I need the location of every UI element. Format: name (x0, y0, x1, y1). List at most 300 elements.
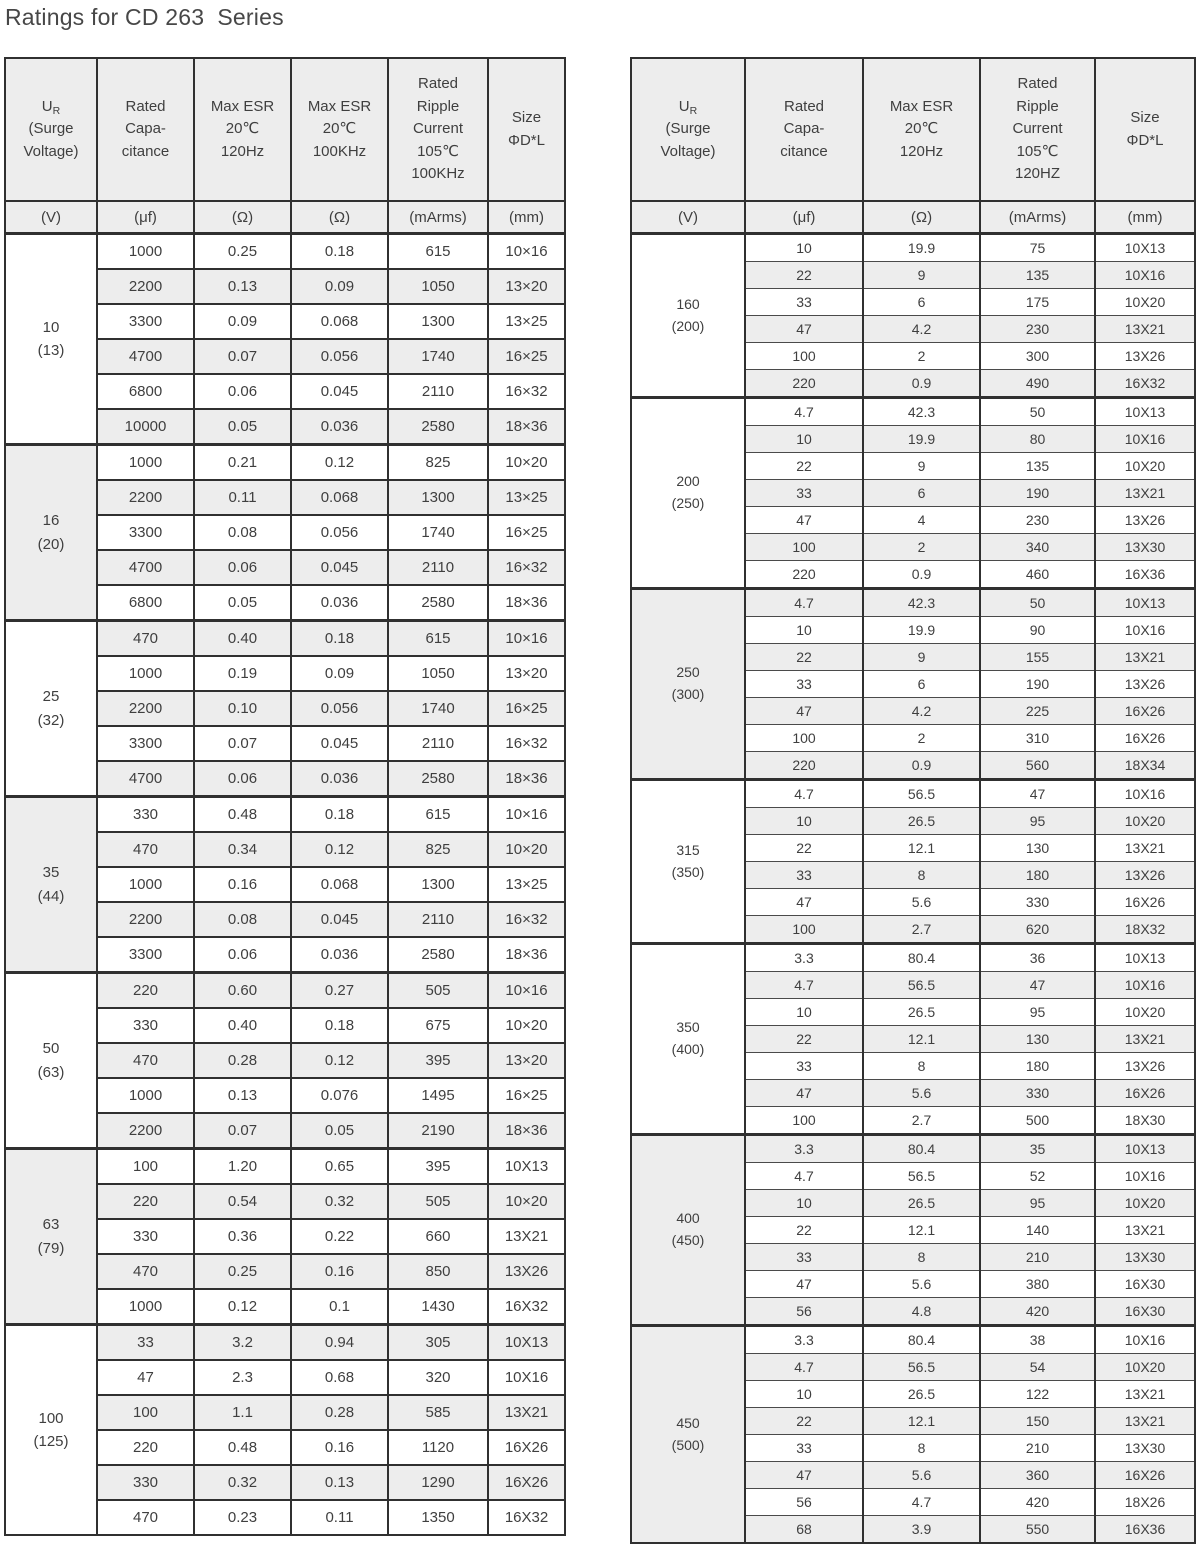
cell-capacitance: 2200 (97, 1113, 194, 1149)
cell-ripple-current: 175 (980, 289, 1095, 316)
cell-esr-120hz: 0.07 (194, 1113, 291, 1149)
cell-ripple-current: 2580 (388, 937, 488, 973)
cell-capacitance: 4.7 (745, 398, 863, 426)
cell-size: 13×20 (488, 269, 565, 304)
cell-size: 13X30 (1095, 1435, 1195, 1462)
cell-esr-100khz: 0.32 (291, 1184, 388, 1219)
voltage-group-cell (631, 234, 745, 398)
cell-capacitance: 100 (745, 343, 863, 370)
cell-size: 16X32 (1095, 370, 1195, 398)
cell-ripple-current: 130 (980, 835, 1095, 862)
column-header-size (488, 58, 565, 201)
header-line: Capa- (125, 120, 166, 138)
cell-esr-120hz: 4.8 (863, 1298, 980, 1326)
column-header-esr-120hz (194, 58, 291, 201)
header-line: 120Hz (899, 142, 944, 160)
voltage-value: 400 (676, 1210, 700, 1227)
cell-esr-120hz: 0.13 (194, 1078, 291, 1113)
cell-esr-120hz: 0.34 (194, 832, 291, 867)
cell-ripple-current: 135 (980, 453, 1095, 480)
table-row (5, 621, 565, 657)
header-line: Current (1012, 120, 1063, 138)
ratings-table-left (4, 57, 566, 1536)
cell-size: 10×20 (488, 1184, 565, 1219)
voltage-symbol-subscript: R (689, 104, 698, 117)
cell-ripple-current: 36 (980, 944, 1095, 972)
unit-esr-120hz: (Ω) (863, 201, 980, 234)
cell-size: 10X20 (1095, 808, 1195, 835)
cell-size: 10X13 (1095, 589, 1195, 617)
cell-capacitance: 470 (97, 832, 194, 867)
cell-esr-120hz: 0.05 (194, 409, 291, 445)
cell-capacitance: 47 (745, 1271, 863, 1298)
cell-ripple-current: 825 (388, 445, 488, 481)
cell-capacitance: 10 (745, 808, 863, 835)
cell-size: 16×25 (488, 691, 565, 726)
cell-capacitance: 470 (97, 1254, 194, 1289)
voltage-symbol: U (41, 97, 53, 115)
cell-capacitance: 4.7 (745, 1354, 863, 1381)
cell-size: 13×25 (488, 304, 565, 339)
unit-esr-100khz: (Ω) (291, 201, 388, 234)
cell-ripple-current: 615 (388, 797, 488, 833)
cell-size: 16×32 (488, 374, 565, 409)
cell-esr-100khz: 0.22 (291, 1219, 388, 1254)
cell-esr-120hz: 4.2 (863, 316, 980, 343)
table-row (631, 234, 1195, 262)
cell-ripple-current: 505 (388, 1184, 488, 1219)
cell-esr-120hz: 56.5 (863, 1354, 980, 1381)
cell-size: 16X26 (488, 1430, 565, 1465)
cell-esr-120hz: 0.21 (194, 445, 291, 481)
cell-esr-100khz: 0.12 (291, 1043, 388, 1078)
table-row (631, 780, 1195, 808)
cell-ripple-current: 380 (980, 1271, 1095, 1298)
header-line: Ripple (1016, 97, 1059, 115)
cell-size: 10X16 (488, 1360, 565, 1395)
unit-esr-120hz: (Ω) (194, 201, 291, 234)
cell-ripple-current: 505 (388, 973, 488, 1009)
cell-size: 10×16 (488, 797, 565, 833)
cell-ripple-current: 140 (980, 1217, 1095, 1244)
cell-esr-120hz: 0.11 (194, 480, 291, 515)
cell-size: 13X21 (1095, 1217, 1195, 1244)
cell-size: 13X26 (1095, 671, 1195, 698)
cell-size: 10X16 (1095, 262, 1195, 289)
cell-esr-100khz: 0.045 (291, 374, 388, 409)
surge-value: (63) (37, 1063, 65, 1081)
cell-ripple-current: 615 (388, 234, 488, 270)
cell-capacitance: 33 (745, 1244, 863, 1271)
cell-esr-120hz: 0.07 (194, 726, 291, 761)
cell-esr-120hz: 9 (863, 644, 980, 671)
cell-esr-120hz: 0.07 (194, 339, 291, 374)
cell-capacitance: 33 (745, 862, 863, 889)
cell-ripple-current: 320 (388, 1360, 488, 1395)
cell-size: 18×36 (488, 1113, 565, 1149)
unit-capacitance: (μf) (745, 201, 863, 234)
header-line: ΦD*L (508, 131, 545, 149)
cell-esr-120hz: 0.25 (194, 1254, 291, 1289)
cell-size: 16X26 (1095, 889, 1195, 916)
column-header-esr-120hz (863, 58, 980, 201)
voltage-value: 160 (676, 295, 700, 312)
cell-size: 16×25 (488, 1078, 565, 1113)
header-row (5, 58, 565, 201)
voltage-group-cell (5, 1149, 97, 1325)
cell-ripple-current: 95 (980, 999, 1095, 1026)
cell-size: 13×25 (488, 480, 565, 515)
voltage-group-cell (631, 589, 745, 780)
cell-size: 16X26 (1095, 1462, 1195, 1489)
cell-esr-120hz: 9 (863, 453, 980, 480)
cell-ripple-current: 95 (980, 808, 1095, 835)
cell-esr-120hz: 2 (863, 343, 980, 370)
cell-capacitance: 22 (745, 644, 863, 671)
header-line: Rated (1017, 75, 1058, 93)
cell-esr-120hz: 6 (863, 289, 980, 316)
cell-capacitance: 1000 (97, 1078, 194, 1113)
cell-size: 10×16 (488, 621, 565, 657)
cell-esr-100khz: 0.18 (291, 621, 388, 657)
voltage-value: 450 (676, 1414, 700, 1431)
cell-ripple-current: 2110 (388, 726, 488, 761)
cell-capacitance: 47 (745, 889, 863, 916)
cell-capacitance: 3300 (97, 304, 194, 339)
cell-capacitance: 330 (97, 1465, 194, 1500)
voltage-group-cell (5, 1325, 97, 1536)
cell-size: 10X13 (1095, 944, 1195, 972)
cell-size: 16×32 (488, 902, 565, 937)
cell-esr-100khz: 0.12 (291, 445, 388, 481)
cell-ripple-current: 2110 (388, 550, 488, 585)
surge-value: (300) (671, 686, 705, 702)
cell-ripple-current: 1300 (388, 304, 488, 339)
cell-ripple-current: 2190 (388, 1113, 488, 1149)
header-line: Size (1130, 109, 1160, 126)
cell-esr-100khz: 0.18 (291, 797, 388, 833)
cell-esr-120hz: 0.40 (194, 1008, 291, 1043)
cell-esr-120hz: 1.20 (194, 1149, 291, 1185)
cell-ripple-current: 50 (980, 589, 1095, 617)
cell-esr-120hz: 0.32 (194, 1465, 291, 1500)
header-line: Max ESR (889, 97, 954, 115)
cell-capacitance: 2200 (97, 902, 194, 937)
cell-size: 18X26 (1095, 1489, 1195, 1516)
cell-ripple-current: 180 (980, 1053, 1095, 1080)
cell-ripple-current: 47 (980, 780, 1095, 808)
cell-capacitance: 10 (745, 999, 863, 1026)
table-row (5, 973, 565, 1009)
surge-value: (200) (671, 317, 705, 334)
cell-size: 16X36 (1095, 561, 1195, 589)
cell-size: 18X32 (1095, 916, 1195, 944)
cell-esr-120hz: 1.1 (194, 1395, 291, 1430)
cell-esr-120hz: 26.5 (863, 1190, 980, 1217)
cell-capacitance: 22 (745, 262, 863, 289)
units-row (5, 201, 565, 234)
table-row (5, 1149, 565, 1185)
cell-capacitance: 68 (745, 1516, 863, 1544)
cell-capacitance: 1000 (97, 867, 194, 902)
cell-size: 13X26 (488, 1254, 565, 1289)
table-row (631, 1326, 1195, 1354)
cell-ripple-current: 80 (980, 426, 1095, 453)
cell-esr-120hz: 8 (863, 1244, 980, 1271)
cell-esr-120hz: 0.48 (194, 1430, 291, 1465)
cell-esr-100khz: 0.1 (291, 1289, 388, 1325)
cell-ripple-current: 620 (980, 916, 1095, 944)
cell-capacitance: 1000 (97, 1289, 194, 1325)
ratings-table-right (630, 57, 1196, 1544)
header-line: 105℃ (417, 142, 459, 160)
cell-capacitance: 10 (745, 1381, 863, 1408)
voltage-group-cell (631, 398, 745, 589)
cell-esr-120hz: 2 (863, 725, 980, 752)
cell-capacitance: 47 (745, 507, 863, 534)
cell-size: 10X13 (1095, 398, 1195, 426)
cell-capacitance: 1000 (97, 234, 194, 270)
cell-esr-100khz: 0.036 (291, 409, 388, 445)
voltage-group-cell (631, 1135, 745, 1326)
header-line: Max ESR (307, 97, 372, 115)
cell-esr-120hz: 0.23 (194, 1500, 291, 1535)
unit-ripple-current: (mArms) (388, 201, 488, 234)
cell-ripple-current: 1430 (388, 1289, 488, 1325)
cell-capacitance: 22 (745, 1408, 863, 1435)
cell-ripple-current: 2580 (388, 585, 488, 621)
cell-ripple-current: 420 (980, 1489, 1095, 1516)
cell-size: 16X32 (488, 1500, 565, 1535)
cell-esr-100khz: 0.036 (291, 585, 388, 621)
cell-size: 10X16 (1095, 1163, 1195, 1190)
surge-value: (125) (33, 1433, 69, 1450)
voltage-value: 10 (42, 318, 60, 336)
unit-voltage: (V) (631, 201, 745, 234)
cell-ripple-current: 305 (388, 1325, 488, 1361)
cell-capacitance: 470 (97, 1043, 194, 1078)
cell-ripple-current: 1050 (388, 269, 488, 304)
surge-value: (350) (671, 863, 705, 880)
cell-capacitance: 3300 (97, 726, 194, 761)
cell-capacitance: 2200 (97, 480, 194, 515)
cell-size: 16X30 (1095, 1271, 1195, 1298)
cell-esr-100khz: 0.036 (291, 937, 388, 973)
header-line: Size (511, 109, 542, 126)
header-line: (Surge (665, 120, 711, 138)
cell-capacitance: 47 (745, 1462, 863, 1489)
page-title: Ratings for CD 263 Series (5, 4, 284, 30)
cell-size: 16X30 (1095, 1298, 1195, 1326)
cell-esr-100khz: 0.045 (291, 902, 388, 937)
voltage-symbol-subscript: R (52, 104, 61, 117)
unit-ripple-current: (mArms) (980, 201, 1095, 234)
cell-esr-100khz: 0.068 (291, 480, 388, 515)
unit-voltage: (V) (5, 201, 97, 234)
cell-capacitance: 10 (745, 426, 863, 453)
voltage-value: 16 (42, 512, 60, 530)
cell-esr-120hz: 2.7 (863, 1107, 980, 1135)
cell-size: 18X30 (1095, 1107, 1195, 1135)
cell-capacitance: 220 (745, 561, 863, 589)
surge-value: (400) (671, 1041, 705, 1057)
cell-size: 18×36 (488, 409, 565, 445)
cell-ripple-current: 95 (980, 1190, 1095, 1217)
table-row (5, 234, 565, 270)
cell-size: 13×20 (488, 656, 565, 691)
cell-esr-100khz: 0.068 (291, 304, 388, 339)
cell-ripple-current: 560 (980, 752, 1095, 780)
header-line: Voltage) (660, 142, 716, 160)
cell-ripple-current: 675 (388, 1008, 488, 1043)
cell-size: 10X16 (1095, 617, 1195, 644)
voltage-group-cell (5, 797, 97, 973)
header-line: 100KHz (312, 142, 367, 160)
cell-capacitance: 22 (745, 1026, 863, 1053)
cell-capacitance: 100 (745, 1107, 863, 1135)
cell-esr-100khz: 0.11 (291, 1500, 388, 1535)
cell-ripple-current: 225 (980, 698, 1095, 725)
cell-capacitance: 33 (745, 289, 863, 316)
surge-value: (44) (37, 887, 65, 905)
column-header-voltage (631, 58, 745, 201)
cell-ripple-current: 1350 (388, 1500, 488, 1535)
cell-esr-100khz: 0.045 (291, 726, 388, 761)
cell-esr-120hz: 0.06 (194, 374, 291, 409)
cell-capacitance: 4.7 (745, 780, 863, 808)
cell-esr-120hz: 0.28 (194, 1043, 291, 1078)
cell-capacitance: 10 (745, 1190, 863, 1217)
header-line: 20℃ (225, 120, 260, 138)
cell-capacitance: 220 (97, 1430, 194, 1465)
cell-size: 10X16 (1095, 1326, 1195, 1354)
cell-ripple-current: 395 (388, 1149, 488, 1185)
cell-size: 10X13 (488, 1325, 565, 1361)
column-header-esr-100khz (291, 58, 388, 201)
cell-ripple-current: 300 (980, 343, 1095, 370)
cell-esr-100khz: 0.18 (291, 234, 388, 270)
cell-esr-120hz: 5.6 (863, 1462, 980, 1489)
cell-size: 13X21 (1095, 1026, 1195, 1053)
cell-ripple-current: 1300 (388, 867, 488, 902)
cell-capacitance: 220 (97, 1184, 194, 1219)
cell-ripple-current: 330 (980, 1080, 1095, 1107)
cell-size: 16×25 (488, 515, 565, 550)
cell-capacitance: 22 (745, 453, 863, 480)
cell-capacitance: 56 (745, 1298, 863, 1326)
cell-esr-120hz: 2 (863, 534, 980, 561)
cell-size: 10×20 (488, 832, 565, 867)
cell-esr-120hz: 0.05 (194, 585, 291, 621)
cell-size: 13X21 (1095, 1381, 1195, 1408)
cell-capacitance: 1000 (97, 656, 194, 691)
cell-capacitance: 100 (745, 534, 863, 561)
cell-esr-100khz: 0.94 (291, 1325, 388, 1361)
cell-esr-120hz: 42.3 (863, 589, 980, 617)
cell-esr-120hz: 9 (863, 262, 980, 289)
cell-ripple-current: 38 (980, 1326, 1095, 1354)
cell-ripple-current: 825 (388, 832, 488, 867)
cell-capacitance: 1000 (97, 445, 194, 481)
cell-ripple-current: 1740 (388, 515, 488, 550)
cell-ripple-current: 500 (980, 1107, 1095, 1135)
cell-esr-120hz: 56.5 (863, 1163, 980, 1190)
cell-capacitance: 3300 (97, 937, 194, 973)
cell-esr-120hz: 0.10 (194, 691, 291, 726)
voltage-group-cell (5, 973, 97, 1149)
cell-capacitance: 47 (745, 316, 863, 343)
cell-ripple-current: 585 (388, 1395, 488, 1430)
cell-esr-120hz: 5.6 (863, 1271, 980, 1298)
units-row (631, 201, 1195, 234)
cell-esr-120hz: 2.3 (194, 1360, 291, 1395)
cell-capacitance: 33 (745, 671, 863, 698)
table-row (631, 1135, 1195, 1163)
cell-ripple-current: 850 (388, 1254, 488, 1289)
cell-esr-100khz: 0.09 (291, 656, 388, 691)
cell-esr-120hz: 0.40 (194, 621, 291, 657)
cell-size: 10X16 (1095, 780, 1195, 808)
cell-capacitance: 22 (745, 835, 863, 862)
cell-size: 18X34 (1095, 752, 1195, 780)
cell-size: 10×20 (488, 1008, 565, 1043)
column-header-capacitance (745, 58, 863, 201)
table-row (5, 445, 565, 481)
cell-esr-120hz: 0.9 (863, 752, 980, 780)
cell-esr-100khz: 0.056 (291, 515, 388, 550)
cell-capacitance: 6800 (97, 374, 194, 409)
cell-size: 18×36 (488, 585, 565, 621)
cell-capacitance: 10 (745, 617, 863, 644)
cell-size: 16X26 (488, 1465, 565, 1500)
cell-capacitance: 6800 (97, 585, 194, 621)
cell-esr-100khz: 0.18 (291, 1008, 388, 1043)
voltage-value: 315 (676, 841, 700, 858)
cell-esr-120hz: 19.9 (863, 426, 980, 453)
cell-esr-100khz: 0.045 (291, 550, 388, 585)
cell-esr-120hz: 8 (863, 1053, 980, 1080)
cell-esr-120hz: 0.60 (194, 973, 291, 1009)
cell-capacitance: 56 (745, 1489, 863, 1516)
voltage-value: 100 (38, 1409, 64, 1427)
cell-esr-100khz: 0.13 (291, 1465, 388, 1500)
cell-ripple-current: 190 (980, 671, 1095, 698)
cell-ripple-current: 190 (980, 480, 1095, 507)
cell-capacitance: 10000 (97, 409, 194, 445)
cell-capacitance: 100 (745, 725, 863, 752)
cell-capacitance: 2200 (97, 691, 194, 726)
cell-size: 10X20 (1095, 1354, 1195, 1381)
cell-size: 10X20 (1095, 999, 1195, 1026)
cell-size: 13X21 (1095, 1408, 1195, 1435)
surge-value: (450) (671, 1232, 705, 1248)
cell-esr-100khz: 0.16 (291, 1430, 388, 1465)
header-line: 20℃ (322, 120, 357, 138)
column-header-ripple-current (388, 58, 488, 201)
cell-capacitance: 470 (97, 621, 194, 657)
cell-esr-100khz: 0.68 (291, 1360, 388, 1395)
voltage-value: 250 (676, 664, 700, 681)
cell-esr-120hz: 6 (863, 480, 980, 507)
surge-value: (20) (37, 535, 65, 553)
cell-ripple-current: 340 (980, 534, 1095, 561)
cell-esr-120hz: 0.9 (863, 561, 980, 589)
cell-esr-120hz: 0.36 (194, 1219, 291, 1254)
cell-ripple-current: 155 (980, 644, 1095, 671)
cell-size: 13X26 (1095, 862, 1195, 889)
cell-capacitance: 220 (97, 973, 194, 1009)
cell-ripple-current: 50 (980, 398, 1095, 426)
